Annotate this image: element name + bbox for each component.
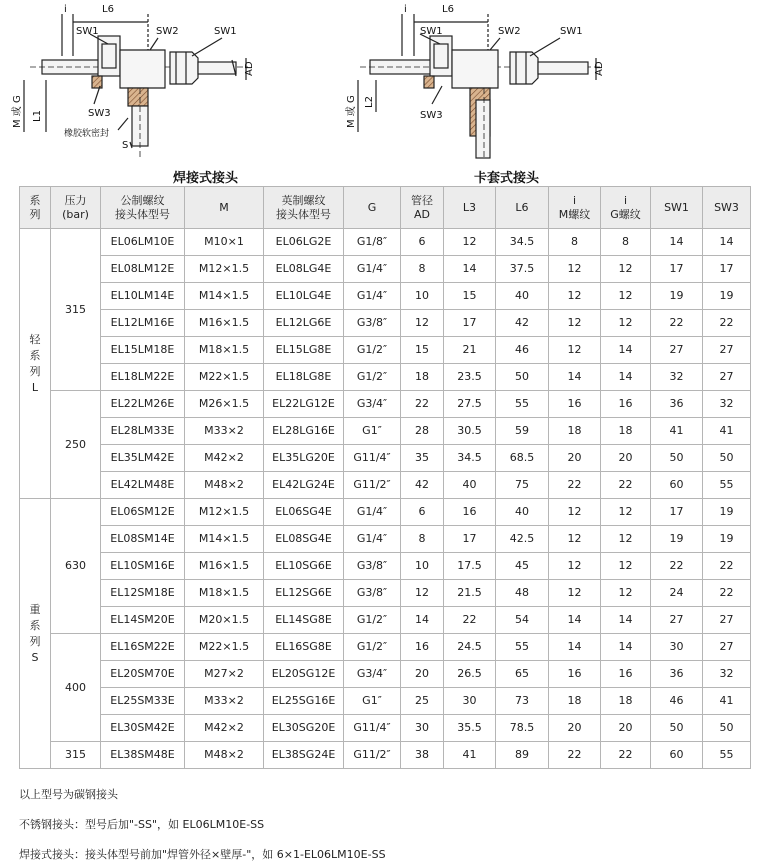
table-cell: 37.5 <box>496 256 549 283</box>
table-cell: M33×2 <box>185 688 264 715</box>
table-cell: EL18LM22E <box>101 364 185 391</box>
table-row <box>20 607 751 634</box>
table-cell: 27.5 <box>444 391 496 418</box>
table-cell: 20 <box>549 715 601 742</box>
dim-l2-label-right: L2 <box>364 96 375 108</box>
table-cell: 60 <box>651 472 703 499</box>
seal-label: 橡胶软密封 <box>64 129 110 139</box>
table-cell: 14 <box>703 229 751 256</box>
table-cell: 14 <box>601 607 651 634</box>
table-cell: 65 <box>496 661 549 688</box>
sw1-right-label-right: SW1 <box>560 26 583 37</box>
table-cell: 12 <box>601 499 651 526</box>
table-cell: EL10SM16E <box>101 553 185 580</box>
table-cell: EL08SM14E <box>101 526 185 553</box>
table-cell: 17 <box>651 499 703 526</box>
table-row <box>20 634 751 661</box>
table-cell: EL14SG8E <box>264 607 344 634</box>
table-cell: 6 <box>401 229 444 256</box>
table-cell: EL12SM18E <box>101 580 185 607</box>
table-row <box>20 310 751 337</box>
table-cell: 6 <box>401 499 444 526</box>
table-cell: 14 <box>401 607 444 634</box>
table-cell: 15 <box>444 283 496 310</box>
table-cell: 12 <box>601 256 651 283</box>
dim-l6-label-right: L6 <box>442 4 454 15</box>
table-cell: 50 <box>651 445 703 472</box>
table-cell: 40 <box>444 472 496 499</box>
table-cell: 12 <box>601 553 651 580</box>
table-cell: 16 <box>549 391 601 418</box>
table-cell: 22 <box>601 742 651 769</box>
table-cell: 14 <box>601 337 651 364</box>
table-cell: G1/2″ <box>344 607 401 634</box>
table-cell: EL10SG6E <box>264 553 344 580</box>
table-cell: G11/2″ <box>344 742 401 769</box>
table-cell: 20 <box>601 715 651 742</box>
column-header: i M螺纹 <box>549 187 601 229</box>
pressure-cell: 315 <box>51 229 101 391</box>
table-cell: 27 <box>703 634 751 661</box>
table-cell: 22 <box>651 553 703 580</box>
table-cell: G1/2″ <box>344 337 401 364</box>
sw1-left-label-right: SW1 <box>420 26 443 37</box>
table-cell: 46 <box>496 337 549 364</box>
table-cell: EL08SG4E <box>264 526 344 553</box>
table-cell: M18×1.5 <box>185 337 264 364</box>
table-cell: 42.5 <box>496 526 549 553</box>
dim-l1-label: L1 <box>32 110 43 122</box>
table-cell: EL22LG12E <box>264 391 344 418</box>
table-cell: 36 <box>651 391 703 418</box>
dim-ad-label-right: AD <box>594 61 605 76</box>
table-cell: EL25SG16E <box>264 688 344 715</box>
dim-i-label: i <box>64 4 67 15</box>
table-cell: 12 <box>601 526 651 553</box>
table-cell: 18 <box>601 688 651 715</box>
table-cell: 42 <box>496 310 549 337</box>
table-cell: 55 <box>703 742 751 769</box>
table-cell: M10×1 <box>185 229 264 256</box>
table-cell: 12 <box>549 256 601 283</box>
table-cell: M48×2 <box>185 742 264 769</box>
table-cell: 27 <box>651 337 703 364</box>
column-header: 公制螺纹 接头体型号 <box>101 187 185 229</box>
note-welded: 焊接式接头：接头体型号前加"焊管外径×壁厚-"，如 6×1-EL06LM10E-SS <box>19 848 386 861</box>
table-cell: 48 <box>496 580 549 607</box>
column-header: 系 列 <box>20 187 51 229</box>
table-cell: 18 <box>401 364 444 391</box>
table-cell: 8 <box>549 229 601 256</box>
table-cell: G11/4″ <box>344 715 401 742</box>
table-cell: G1/4″ <box>344 526 401 553</box>
table-cell: G1/4″ <box>344 283 401 310</box>
welded-fitting-caption: 焊接式接头 <box>173 171 239 186</box>
column-header: SW3 <box>703 187 751 229</box>
table-cell: 32 <box>703 661 751 688</box>
table-cell: EL15LM18E <box>101 337 185 364</box>
table-cell: G1/4″ <box>344 499 401 526</box>
column-header: 压力 (bar) <box>51 187 101 229</box>
table-cell: 45 <box>496 553 549 580</box>
table-cell: EL12LM16E <box>101 310 185 337</box>
table-cell: 12 <box>601 283 651 310</box>
column-header: 管径 AD <box>401 187 444 229</box>
table-cell: 41 <box>651 418 703 445</box>
table-cell: 22 <box>444 607 496 634</box>
table-cell: 34.5 <box>496 229 549 256</box>
table-cell: EL42LM48E <box>101 472 185 499</box>
series-cell: 重 系 列 S <box>20 499 51 769</box>
table-body <box>20 229 751 769</box>
table-cell: M16×1.5 <box>185 310 264 337</box>
table-cell: 24 <box>651 580 703 607</box>
pressure-cell: 630 <box>51 499 101 634</box>
table-cell: EL15LG8E <box>264 337 344 364</box>
table-cell: EL06SG4E <box>264 499 344 526</box>
table-row <box>20 418 751 445</box>
table-cell: 50 <box>496 364 549 391</box>
table-cell: 59 <box>496 418 549 445</box>
table-cell: M42×2 <box>185 445 264 472</box>
table-cell: 18 <box>549 418 601 445</box>
table-cell: G1/4″ <box>344 256 401 283</box>
table-cell: 32 <box>651 364 703 391</box>
sw1-left-label: SW1 <box>76 26 99 37</box>
table-row <box>20 715 751 742</box>
table-cell: 12 <box>444 229 496 256</box>
table-cell: 19 <box>703 526 751 553</box>
table-cell: 18 <box>601 418 651 445</box>
table-cell: 12 <box>549 526 601 553</box>
table-cell: M18×1.5 <box>185 580 264 607</box>
table-cell: G3/4″ <box>344 661 401 688</box>
table-cell: 12 <box>549 337 601 364</box>
table-cell: 16 <box>601 391 651 418</box>
table-cell: 14 <box>549 364 601 391</box>
table-cell: EL30SM42E <box>101 715 185 742</box>
table-cell: EL06SM12E <box>101 499 185 526</box>
table-cell: 36 <box>651 661 703 688</box>
table-cell: M16×1.5 <box>185 553 264 580</box>
table-cell: 14 <box>601 634 651 661</box>
table-cell: 22 <box>651 310 703 337</box>
table-cell: 10 <box>401 553 444 580</box>
table-cell: 12 <box>401 580 444 607</box>
table-cell: 30 <box>444 688 496 715</box>
table-cell: G3/8″ <box>344 553 401 580</box>
table-cell: 17 <box>444 310 496 337</box>
table-cell: M12×1.5 <box>185 256 264 283</box>
table-cell: G1/8″ <box>344 229 401 256</box>
table-cell: 27 <box>703 337 751 364</box>
sw3-label-right: SW3 <box>420 110 443 121</box>
table-cell: 32 <box>703 391 751 418</box>
table-cell: 12 <box>549 310 601 337</box>
table-cell: EL14SM20E <box>101 607 185 634</box>
table-cell: 19 <box>651 283 703 310</box>
table-row <box>20 364 751 391</box>
table-cell: 27 <box>651 607 703 634</box>
table-row <box>20 661 751 688</box>
table-cell: 54 <box>496 607 549 634</box>
table-cell: 41 <box>703 418 751 445</box>
table-row <box>20 472 751 499</box>
dim-l6-label: L6 <box>102 4 114 15</box>
table-cell: 22 <box>401 391 444 418</box>
table-cell: 12 <box>549 499 601 526</box>
table-cell: EL16SG8E <box>264 634 344 661</box>
table-cell: 89 <box>496 742 549 769</box>
table-cell: 22 <box>549 742 601 769</box>
table-cell: EL20SM70E <box>101 661 185 688</box>
table-cell: 18 <box>549 688 601 715</box>
table-cell: EL08LM12E <box>101 256 185 283</box>
table-cell: EL28LM33E <box>101 418 185 445</box>
table-cell: 35 <box>401 445 444 472</box>
pressure-cell: 400 <box>51 634 101 742</box>
table-cell: 75 <box>496 472 549 499</box>
table-cell: 22 <box>549 472 601 499</box>
table-cell: 14 <box>549 634 601 661</box>
table-cell: 41 <box>703 688 751 715</box>
table-cell: 10 <box>401 283 444 310</box>
table-cell: 12 <box>601 310 651 337</box>
table-cell: 41 <box>444 742 496 769</box>
sw3-label: SW3 <box>88 108 111 119</box>
drawings-area <box>0 0 759 186</box>
table-cell: EL10LM14E <box>101 283 185 310</box>
table-cell: 8 <box>401 526 444 553</box>
dim-mg-label: M 或 G <box>12 95 23 128</box>
table-cell: M22×1.5 <box>185 364 264 391</box>
sw2-label-right: SW2 <box>498 26 521 37</box>
table-cell: 14 <box>651 229 703 256</box>
table-cell: 16 <box>401 634 444 661</box>
table-cell: M22×1.5 <box>185 634 264 661</box>
table-cell: 16 <box>601 661 651 688</box>
table-cell: 16 <box>549 661 601 688</box>
table-cell: 78.5 <box>496 715 549 742</box>
sw1-right-label: SW1 <box>214 26 237 37</box>
table-row <box>20 337 751 364</box>
table-header-row <box>20 187 751 229</box>
table-cell: EL38SG24E <box>264 742 344 769</box>
table-cell: 12 <box>401 310 444 337</box>
table-cell: G1/2″ <box>344 364 401 391</box>
table-cell: EL16SM22E <box>101 634 185 661</box>
note-stainless: 不锈钢接头：型号后加"-SS"，如 EL06LM10E-SS <box>19 818 265 831</box>
table-cell: 22 <box>703 310 751 337</box>
table-row <box>20 580 751 607</box>
table-cell: 21.5 <box>444 580 496 607</box>
table-cell: EL30SG20E <box>264 715 344 742</box>
table-cell: 20 <box>401 661 444 688</box>
table-cell: 17 <box>651 256 703 283</box>
column-header: i G螺纹 <box>601 187 651 229</box>
table-cell: M12×1.5 <box>185 499 264 526</box>
table-cell: 17 <box>703 256 751 283</box>
table-cell: 30 <box>401 715 444 742</box>
table-row <box>20 391 751 418</box>
table-cell: 30 <box>651 634 703 661</box>
dim-s-label: S <box>122 140 129 151</box>
table-cell: 30.5 <box>444 418 496 445</box>
dim-mg-label-right: M 或 G <box>346 95 357 128</box>
table-row <box>20 256 751 283</box>
table-cell: G3/8″ <box>344 580 401 607</box>
table-cell: 55 <box>703 472 751 499</box>
table-cell: 17 <box>444 526 496 553</box>
table-cell: 25 <box>401 688 444 715</box>
table-cell: 73 <box>496 688 549 715</box>
column-header: M <box>185 187 264 229</box>
table-cell: M14×1.5 <box>185 526 264 553</box>
table-cell: 20 <box>601 445 651 472</box>
table-cell: EL12SG6E <box>264 580 344 607</box>
table-cell: M20×1.5 <box>185 607 264 634</box>
table-cell: 40 <box>496 283 549 310</box>
spec-table <box>19 186 751 769</box>
table-cell: M42×2 <box>185 715 264 742</box>
table-cell: 17.5 <box>444 553 496 580</box>
column-header: 英制螺纹 接头体型号 <box>264 187 344 229</box>
table-cell: 50 <box>703 715 751 742</box>
table-cell: EL42LG24E <box>264 472 344 499</box>
series-cell: 轻 系 列 L <box>20 229 51 499</box>
dim-ad-label: AD <box>244 61 255 76</box>
table-cell: 19 <box>703 283 751 310</box>
table-cell: G11/4″ <box>344 445 401 472</box>
table-cell: 55 <box>496 634 549 661</box>
table-cell: G1″ <box>344 688 401 715</box>
table-cell: 27 <box>703 364 751 391</box>
table-cell: 14 <box>444 256 496 283</box>
table-cell: 12 <box>549 580 601 607</box>
table-cell: EL22LM26E <box>101 391 185 418</box>
table-cell: EL28LG16E <box>264 418 344 445</box>
table-cell: M26×1.5 <box>185 391 264 418</box>
table-cell: M48×2 <box>185 472 264 499</box>
column-header: L6 <box>496 187 549 229</box>
table-cell: 12 <box>549 283 601 310</box>
dim-i-label-right: i <box>404 4 407 15</box>
pressure-cell: 250 <box>51 391 101 499</box>
table-cell: 23.5 <box>444 364 496 391</box>
table-cell: 19 <box>651 526 703 553</box>
table-row <box>20 283 751 310</box>
ferrule-fitting-caption: 卡套式接头 <box>474 171 540 186</box>
table-cell: EL20SG12E <box>264 661 344 688</box>
table-cell: 8 <box>401 256 444 283</box>
table-cell: 12 <box>549 553 601 580</box>
table-cell: 8 <box>601 229 651 256</box>
table-cell: 35.5 <box>444 715 496 742</box>
table-row <box>20 742 751 769</box>
table-cell: 12 <box>601 580 651 607</box>
column-header: SW1 <box>651 187 703 229</box>
column-header: L3 <box>444 187 496 229</box>
table-cell: 22 <box>703 553 751 580</box>
table-cell: 14 <box>549 607 601 634</box>
table-cell: EL35LM42E <box>101 445 185 472</box>
table-cell: EL12LG6E <box>264 310 344 337</box>
table-cell: EL06LM10E <box>101 229 185 256</box>
table-cell: 20 <box>549 445 601 472</box>
table-cell: 34.5 <box>444 445 496 472</box>
table-row <box>20 229 751 256</box>
table-cell: 42 <box>401 472 444 499</box>
table-cell: EL18LG8E <box>264 364 344 391</box>
table-cell: 22 <box>601 472 651 499</box>
table-cell: 16 <box>444 499 496 526</box>
table-cell: 40 <box>496 499 549 526</box>
table-cell: M14×1.5 <box>185 283 264 310</box>
note-carbon-steel: 以上型号为碳钢接头 <box>19 788 118 801</box>
table-cell: 14 <box>601 364 651 391</box>
sw2-label: SW2 <box>156 26 179 37</box>
table-cell: 22 <box>703 580 751 607</box>
table-cell: 55 <box>496 391 549 418</box>
table-cell: 26.5 <box>444 661 496 688</box>
table-row <box>20 688 751 715</box>
table-cell: EL08LG4E <box>264 256 344 283</box>
table-row <box>20 445 751 472</box>
table-cell: 27 <box>703 607 751 634</box>
table-cell: EL38SM48E <box>101 742 185 769</box>
table-cell: 50 <box>651 715 703 742</box>
table-cell: G11/2″ <box>344 472 401 499</box>
table-cell: 15 <box>401 337 444 364</box>
table-cell: G1″ <box>344 418 401 445</box>
table-cell: M33×2 <box>185 418 264 445</box>
table-cell: 60 <box>651 742 703 769</box>
table-cell: 21 <box>444 337 496 364</box>
table-cell: 19 <box>703 499 751 526</box>
table-row <box>20 553 751 580</box>
table-row <box>20 499 751 526</box>
pressure-cell: 315 <box>51 742 101 769</box>
table-cell: 46 <box>651 688 703 715</box>
table-cell: 28 <box>401 418 444 445</box>
table-cell: 38 <box>401 742 444 769</box>
table-cell: EL10LG4E <box>264 283 344 310</box>
table-cell: M27×2 <box>185 661 264 688</box>
table-cell: 50 <box>703 445 751 472</box>
table-cell: G1/2″ <box>344 634 401 661</box>
table-row <box>20 526 751 553</box>
table-cell: 24.5 <box>444 634 496 661</box>
table-cell: G3/4″ <box>344 391 401 418</box>
column-header: G <box>344 187 401 229</box>
table-cell: EL25SM33E <box>101 688 185 715</box>
fitting-drawings <box>0 0 759 186</box>
table-cell: EL06LG2E <box>264 229 344 256</box>
table-cell: EL35LG20E <box>264 445 344 472</box>
table-cell: G3/8″ <box>344 310 401 337</box>
table-cell: 68.5 <box>496 445 549 472</box>
